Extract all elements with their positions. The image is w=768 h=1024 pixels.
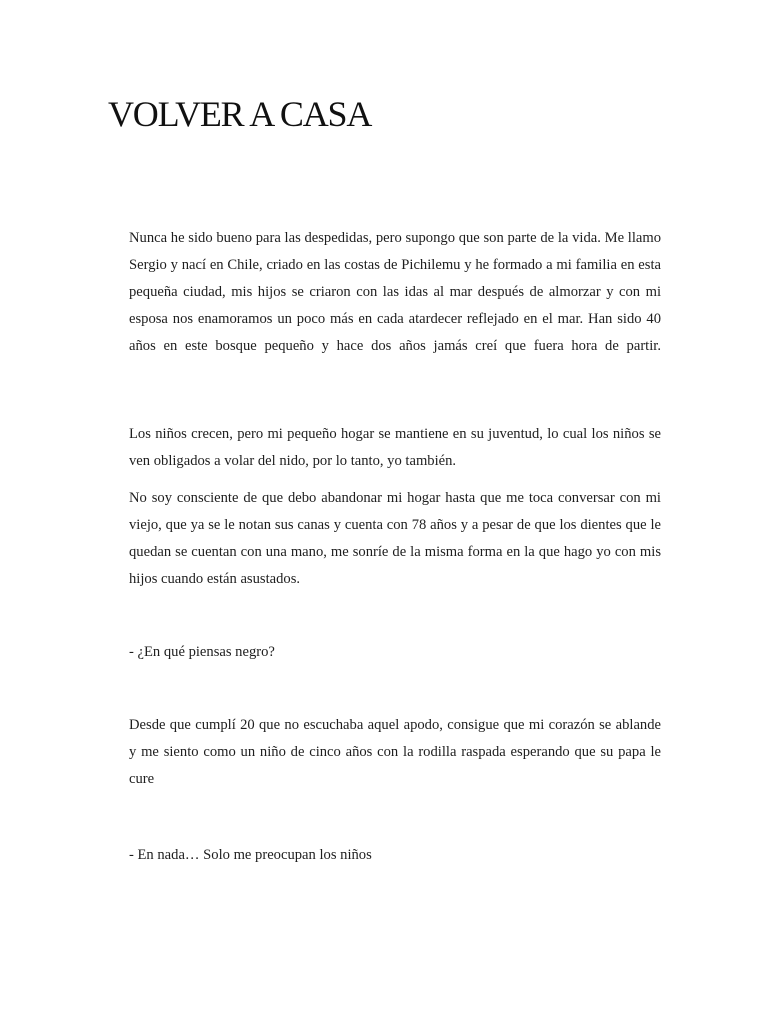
document-title: VOLVER A CASA — [108, 94, 372, 134]
paragraph-1: Nunca he sido bueno para las despedidas, pero supongo que son parte de la vida. Me llamo Sergio y nací en Chile, criado en las costas de Pichilemu y he formado a mi familia en esta pequeña ciudad, mis hijos se criaron con las idas al mar después de almorzar y con mi esposa nos enamoramos un poco más en cada atardecer reflejado en el mar. Han sido 40 años en este bosque pequeño y hace dos años jamás creí que fuera hora de partir. — [129, 230, 661, 354]
dialogue-line-1: - ¿En qué piensas negro? — [129, 644, 275, 660]
dialogue-line-2: - En nada… Solo me preocupan los niños — [129, 847, 372, 863]
paragraph-5: Desde que cumplí 20 que no escuchaba aquel apodo, consigue que mi corazón se ablande y me siento como un niño de cinco años con la rodilla raspada esperando que su papa le cure — [129, 717, 661, 787]
paragraph-2: Los niños crecen, pero mi pequeño hogar se mantiene en su juventud, lo cual los niños se ven obligados a volar del nido, por lo tanto, yo también. — [129, 426, 661, 469]
paragraph-3: No soy consciente de que debo abandonar mi hogar hasta que me toca conversar con mi viejo, que ya se le notan sus canas y cuenta con 78 años y a pesar de que los dientes que le quedan se cuentan con una mano, me sonríe de la misma forma en la que hago yo con mis hijos cuando están asustados. — [129, 490, 661, 587]
